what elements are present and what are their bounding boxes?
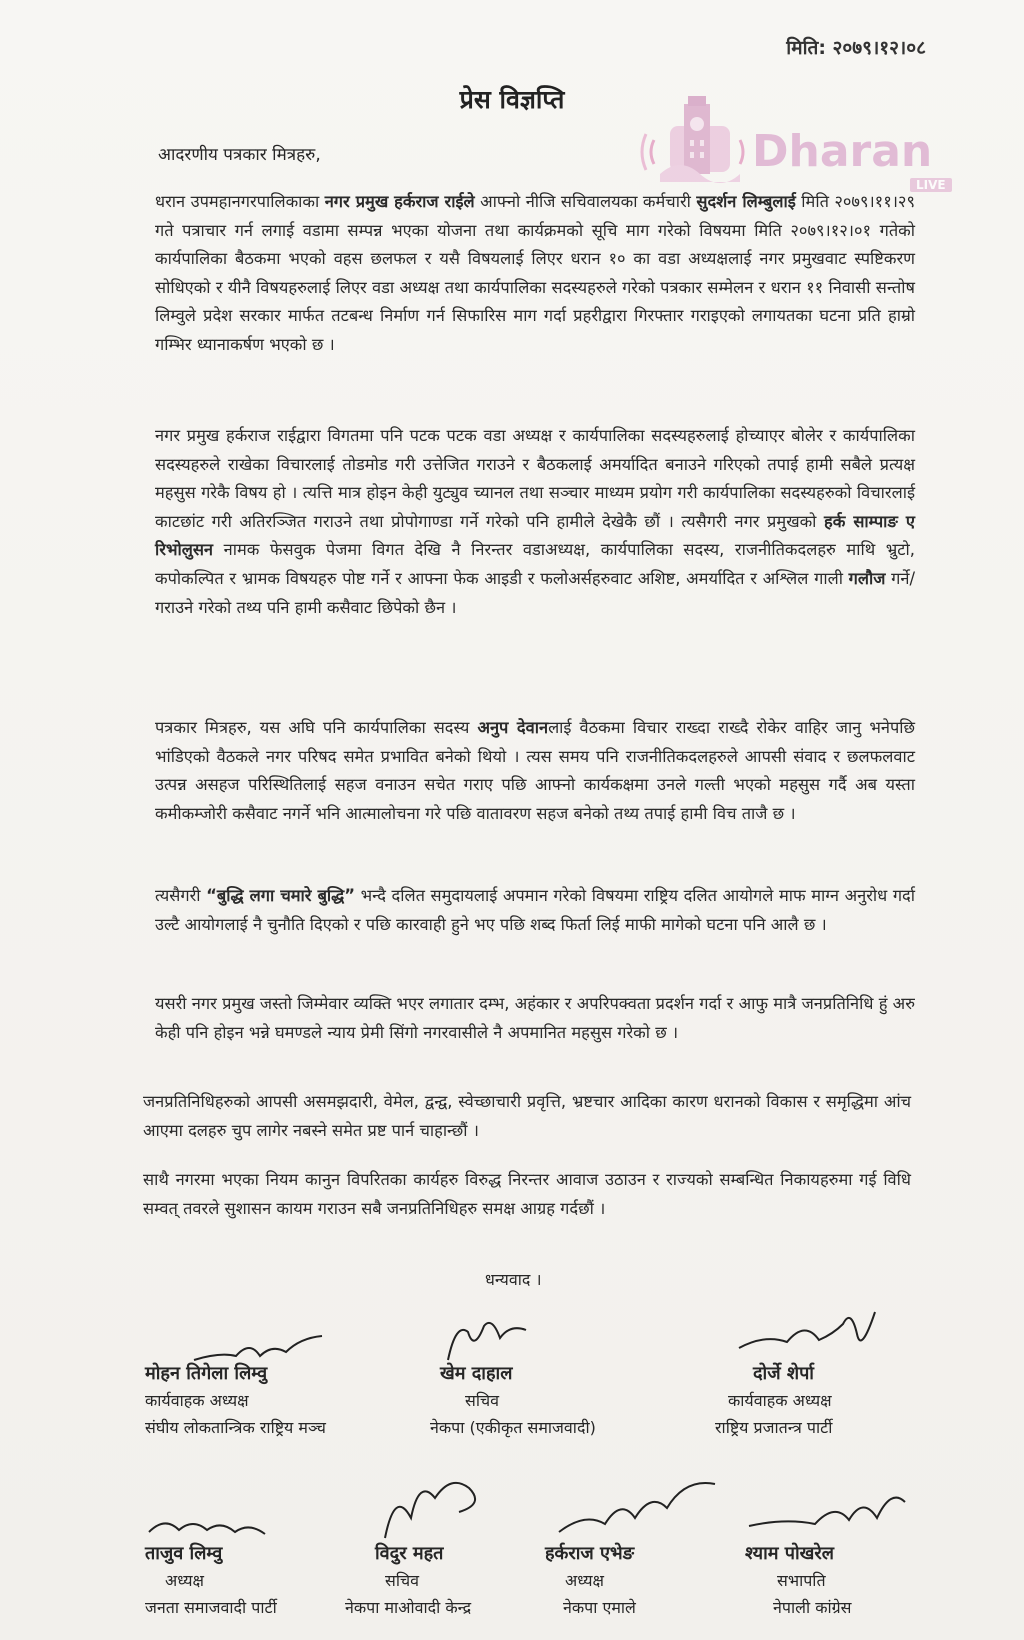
signatory-name: श्याम पोखरेल <box>745 1543 834 1564</box>
salutation: आदरणीय पत्रकार मित्रहरु, <box>158 145 321 165</box>
signatory-6 <box>545 1540 715 1621</box>
signatory-role: कार्यवाहक अध्यक्ष <box>145 1391 249 1410</box>
signatory-org: संघीय लोकतान्त्रिक राष्ट्रिय मञ्च <box>145 1418 326 1437</box>
signatory-role: अध्यक्ष <box>565 1571 604 1590</box>
signatory-org: नेकपा (एकीकृत समाजवादी) <box>430 1418 596 1437</box>
signatory-org: नेकपा माओवादी केन्द्र <box>345 1598 472 1617</box>
paragraph-7: साथै नगरमा भएका नियम कानुन विपरितका कार्यहरु विरुद्ध निरन्तर आवाज उठाउन र राज्यको सम्बन्धित निकायहरुमा गई विधि सम्वत् तवरले सुशासन कायम गराउन सबै जनप्रतिनिधिहरु समक्ष आग्रह गर्दछौं । <box>143 1170 911 1218</box>
quoted-remark: “बुद्धि लगा चमारे बुद्धि” <box>206 886 356 905</box>
signatory-name: मोहन तिगेला लिम्वु <box>145 1363 268 1384</box>
watermark-tag: LIVE <box>910 178 952 192</box>
signatory-org: जनता समाजवादी पार्टी <box>145 1598 277 1617</box>
signatory-3 <box>715 1360 915 1441</box>
signatory-name: खेम दाहाल <box>440 1363 513 1384</box>
signatory-5 <box>345 1540 545 1621</box>
signatory-org: नेकपा एमाले <box>563 1598 636 1617</box>
signatory-role: कार्यवाहक अध्यक्ष <box>728 1391 832 1410</box>
signatory-role: सभापति <box>777 1571 826 1590</box>
paragraph-2: नगर प्रमुख हर्कराज राईद्वारा विगतमा पनि पटक पटक वडा अध्यक्ष र कार्यपालिका सदस्यहरुलाई होच्याएर बोलेर र कार्यपालिका सदस्यहरुले राखेका विचारलाई तोडमोड गरी उत्तेजित गराउने र बैठकलाई अमर्यादित बनाउने गरिएको तपाई हामी सबैले प्रत्यक्ष महसुस गरेकै विषय हो । त्यत्ति मात्र होइन केही युट्युव च्यानल तथा सञ्चार माध्यम प्रयोग गरी कार्यपालिका सदस्यहरुको विचारलाई काटछांट गरी अतिरञ्जित गराउने तथा प्रोपोगाण्डा गर्ने गरेको पनि हामीले देखेकै छौं । त्यसैगरी नगर प्रमुखको हर्क साम्पाङ ए रिभोलुसन नामक फेसवुक पेजमा विगत देखि नै निरन्तर वडाअध्यक्ष, कार्यपालिका सदस्य, राजनीतिकदलहरु माथि भ्रुटो, कपोकल्पित र भ्रामक विषयहरु पोष्ट गर्ने र आफ्ना फेक आइडी र फलोअर्सहरुवाट अशिष्ट, अमर्यादित र अश्लिल गाली गलौज गर्ने/गराउने गरेको तथ्य पनि हामी कसैवाट छिपेको छैन । <box>155 426 915 617</box>
facebook-page-name: हर्क साम्पाङ ए रिभोलुसन <box>155 511 915 560</box>
page-fold <box>140 1062 920 1066</box>
mayor-name: नगर प्रमुख हर्कराज राईले <box>324 192 475 211</box>
signatory-4 <box>145 1540 325 1621</box>
signatory-name: हर्कराज एभेङ <box>545 1543 635 1564</box>
paragraph-1: धरान उपमहानगरपालिकाका नगर प्रमुख हर्कराज राईले आफ्नो नीजि सचिवालयका कर्मचारी सुदर्शन लिम्बुलाई मिति २०७९।११।२९ गते पत्राचार गर्न लगाई वडामा सम्पन्न भएका योजना तथा कार्यक्रमको सूचि माग गरेको विषयमा मिति २०७९।१२।०१ गतेको कार्यपालिका बैठकमा भएको वहस छलफल र यसै विषयलाई लिएर धरान १० का वडा अध्यक्षलाई नगर प्रमुखवाट स्पष्टिकरण सोधिएको र यीनै विषयहरुलाई लिएर वडा अध्यक्ष तथा कार्यपालिका सदस्यहरुले गरेको पत्रकार सम्मेलन र धरान ११ निवासी सन्तोष लिम्वुले प्रदेश सरकार मार्फत तटबन्ध निर्माण गर्न सिफारिस माग गर्दा प्रहरीद्वारा गिरफ्तार गराइएको लगायतका घटना प्रति हाम्रो गम्भिर ध्यानाकर्षण भएको छ । <box>155 192 915 354</box>
signature-mark-7 <box>745 1482 915 1542</box>
signatory-7 <box>745 1540 915 1621</box>
signatory-role: सचिव <box>385 1571 420 1590</box>
signature-mark-2 <box>440 1312 540 1368</box>
paragraph-3: पत्रकार मित्रहरु, यस अघि पनि कार्यपालिका सदस्य अनुप देवानलाई वैठकमा विचार राख्दा राख्दै रोकेर वाहिर जानु भनेपछि भांडिएको वैठकले नगर परिषद समेत प्रभावित बनेको थियो । त्यस समय पनि राजनीतिकदलहरुले आपसी संवाद र छलफलवाट उत्पन्न असहज परिस्थितिलाई सहज वनाउन सचेत गराए पछि आफ्नो कार्यकक्षमा उनले गल्ती भएको महसुस गर्दै अब यस्ता कमीकम्जोरी कसैवाट नगर्ने भनि आत्मालोचना गरे पछि वातावरण सहज बनेको तथ्य तपाई हामी विच ताजै छ । <box>155 718 915 823</box>
signatory-org: राष्ट्रिय प्रजातन्त्र पार्टी <box>715 1418 833 1437</box>
watermark-brand: Dharan <box>752 126 933 177</box>
signature-mark-5 <box>375 1468 495 1548</box>
signatory-2 <box>430 1360 650 1441</box>
signature-mark-4 <box>145 1512 275 1542</box>
signature-mark-3 <box>735 1304 895 1364</box>
press-release-date: मिति: २०७९।१२।०८ <box>786 37 926 59</box>
signatory-1 <box>145 1360 415 1441</box>
signatory-name: ताजुव लिम्वु <box>145 1543 223 1564</box>
signatory-org: नेपाली कांग्रेस <box>773 1598 852 1617</box>
member-name: अनुप देवान <box>477 718 549 737</box>
paragraph-5: यसरी नगर प्रमुख जस्तो जिम्मेवार व्यक्ति भएर लगातार दम्भ, अहंकार र अपरिपक्वता प्रदर्शन गर्दा र आफु मात्रै जनप्रतिनिधि हुं अरु केही पनि होइन भन्ने घमण्डले न्याय प्रेमी सिंगो नगरवासीले नै अपमानित महसुस गरेको छ । <box>155 994 915 1042</box>
signature-mark-1 <box>190 1330 330 1370</box>
thanks-text: धन्यवाद । <box>485 1270 542 1289</box>
signatory-role: सचिव <box>465 1391 500 1410</box>
paragraph-6: जनप्रतिनिधिहरुको आपसी असमझदारी, वेमेल, द्वन्द्व, स्वेच्छाचारी प्रवृत्ति, भ्रष्टचार आदिका कारण धरानको विकास र समृद्धिमा आंच आएमा दलहरु चुप लागेर नबस्ने समेत प्रष्ट पार्न चाहान्छौं । <box>143 1092 911 1140</box>
signatory-name: विदुर महत <box>375 1543 444 1564</box>
signatory-role: अध्यक्ष <box>165 1571 204 1590</box>
page-title: प्रेस विज्ञप्ति <box>459 85 565 114</box>
staff-name: सुदर्शन लिम्बुलाई <box>696 192 796 211</box>
paragraph-4: त्यसैगरी “बुद्धि लगा चमारे बुद्धि” भन्दै दलित समुदायलाई अपमान गरेको विषयमा राष्ट्रिय दलित आयोगले माफ माग्न अनुरोध गर्दा उल्टै आयोगलाई नै चुनौति दिएको र पछि कारवाही हुने भए पछि शब्द फिर्ता लिई माफी मागेको घटना पनि आलै छ । <box>155 886 915 934</box>
signatory-name: दोर्जे शेर्पा <box>753 1363 814 1384</box>
signature-mark-6 <box>555 1468 725 1548</box>
